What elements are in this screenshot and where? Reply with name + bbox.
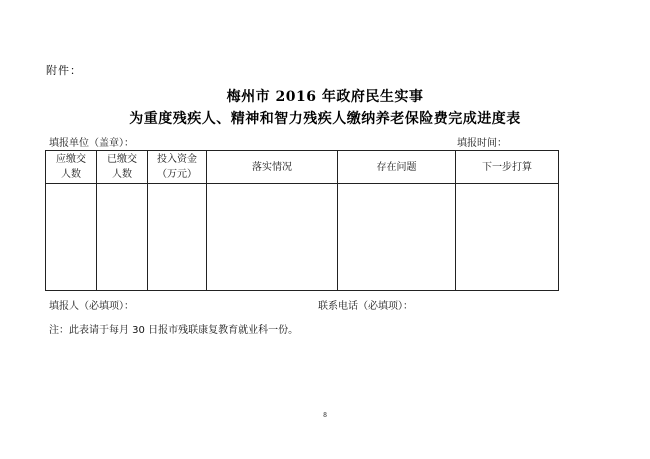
- cell-funds[interactable]: [148, 184, 207, 291]
- table-row: [46, 184, 559, 291]
- filler-label: 填报人（必填项）：: [49, 301, 134, 312]
- document-title-line2: 为重度残疾人、精神和智力残疾人缴纳养老保险费完成进度表: [129, 111, 521, 127]
- header-text: 应缴交: [56, 154, 86, 165]
- footnote: 注：此表请于每月 30 日报市残联康复教育就业科一份。: [49, 325, 299, 336]
- page-number: 8: [323, 412, 327, 419]
- fill-unit-label: 填报单位（盖章）：: [49, 138, 134, 149]
- header-text: 落实情况: [252, 161, 292, 173]
- progress-table: [45, 150, 559, 291]
- header-implementation: [207, 151, 338, 184]
- header-funds: [148, 151, 207, 184]
- header-paid-count: [97, 151, 148, 184]
- header-text: 投入资金: [157, 154, 197, 165]
- fill-time-label: 填报时间：: [457, 138, 507, 149]
- cell-next-steps[interactable]: [456, 184, 559, 291]
- document-title-line1: 梅州市 2016 年政府民生实事: [226, 89, 424, 105]
- header-issues: [338, 151, 456, 184]
- header-text: （万元）: [157, 169, 197, 180]
- header-text: 下一步打算: [482, 161, 532, 173]
- attachment-label: 附件：: [46, 64, 82, 77]
- cell-paid-count[interactable]: [97, 184, 148, 291]
- cell-implementation[interactable]: [207, 184, 338, 291]
- header-next-steps: [456, 151, 559, 184]
- header-text: 已缴交: [107, 154, 137, 165]
- cell-due-count[interactable]: [46, 184, 97, 291]
- header-text: 存在问题: [376, 161, 417, 173]
- table-header-row: [46, 151, 559, 184]
- header-text: 人数: [61, 169, 81, 180]
- phone-label: 联系电话（必填项）：: [318, 301, 413, 312]
- header-due-count: [46, 151, 97, 184]
- cell-issues[interactable]: [338, 184, 456, 291]
- header-text: 人数: [112, 169, 132, 180]
